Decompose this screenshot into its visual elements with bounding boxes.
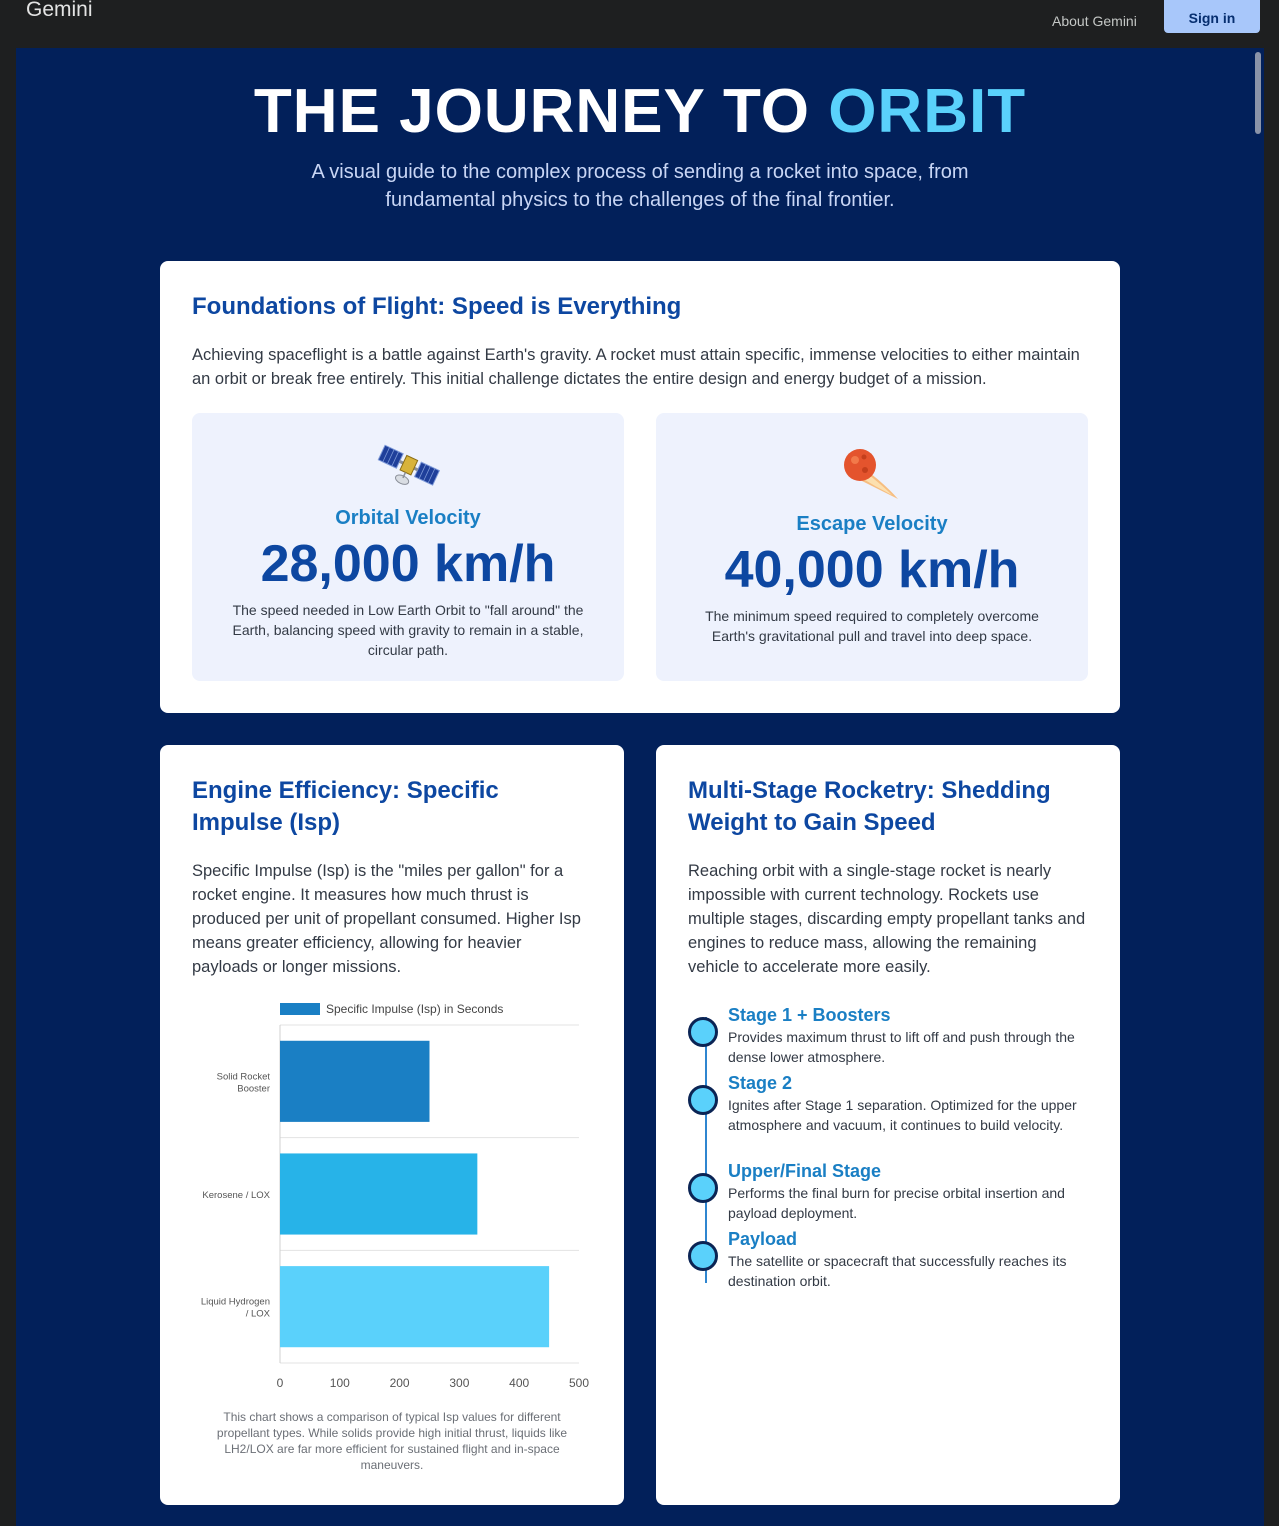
about-gemini-link[interactable]: About Gemini [1052, 13, 1137, 29]
chart-caption: This chart shows a comparison of typical Isp values for different propellant types. While solids provide high initial thrust, liquids like LH2/LOX are far more efficient for sustained flight and in-space maneuvers. [216, 1410, 568, 1472]
x-tick-label: 500 [568, 1376, 590, 1390]
timeline-dot [688, 1173, 718, 1203]
timeline-item [728, 1003, 1088, 1067]
legend-swatch [280, 1003, 320, 1015]
sign-in-button[interactable]: Sign in [1164, 0, 1260, 33]
foundations-card [160, 261, 1120, 713]
stage-desc: The satellite or spacecraft that successfully reaches its destination orbit. [728, 1253, 1067, 1289]
engine-body: Specific Impulse (Isp) is the "miles per gallon" for a rocket engine. It measures how much thrust is produced per unit of propellant consumed. Higher Isp means greater efficiency, allowing for heavier payloads or longer missions. [192, 862, 581, 976]
foundations-body: Achieving spaceflight is a battle against Earth's gravity. A rocket must attain specific, immense velocities to either maintain an orbit or break free entirely. This initial challenge dictates the entire design and energy budget of a mission. [192, 346, 1080, 388]
stage-desc: Provides maximum thrust to lift off and push through the dense lower atmosphere. [728, 1029, 1075, 1065]
multi-stage-card [656, 745, 1120, 1505]
comet-icon [840, 443, 904, 503]
gemini-logo[interactable]: Gemini [26, 0, 93, 21]
legend-label: Specific Impulse (Isp) in Seconds [326, 1002, 504, 1016]
stage-title: Payload [728, 1229, 798, 1249]
category-label: Booster [237, 1083, 270, 1095]
top-bar [0, 0, 1279, 48]
escape-velocity-desc: The minimum speed required to completely overcome Earth's gravitational pull and travel into deep space. [705, 608, 1039, 644]
satellite-icon [376, 439, 440, 495]
stage-title: Upper/Final Stage [728, 1161, 882, 1181]
category-label: Kerosene / LOX [202, 1190, 270, 1201]
timeline-item [728, 1159, 1088, 1223]
timeline-dot [688, 1085, 718, 1115]
stage-title: Stage 2 [728, 1073, 793, 1093]
escape-velocity-value: 40,000 km/h [724, 541, 1020, 599]
bar [280, 1266, 549, 1347]
engine-efficiency-card [160, 745, 624, 1505]
page-title [16, 76, 1264, 147]
orbital-velocity-desc: The speed needed in Low Earth Orbit to "fall around" the Earth, balancing speed with gravity to remain in a stable, circular path. [232, 602, 584, 658]
stages-body: Reaching orbit with a single-stage rocket is nearly impossible with current technology. Rockets use multiple stages, discarding empty propellant tanks and engines to reduce mass, allowing the remaining vehicle to accelerate more easily. [688, 862, 1086, 976]
content-frame [16, 48, 1264, 1526]
engine-title: Engine Efficiency: Specific Impulse (Isp) [192, 777, 499, 836]
category-label: Liquid Hydrogen [200, 1296, 270, 1308]
title-accent: ORBIT [828, 77, 1027, 146]
orbital-velocity-title: Orbital Velocity [335, 507, 481, 529]
category-label: / LOX [245, 1308, 270, 1320]
stage-title: Stage 1 + Boosters [728, 1005, 891, 1025]
page-subtitle: A visual guide to the complex process of sending a rocket into space, from fundamental physics to the challenges of the final frontier. [311, 161, 969, 211]
bar [280, 1041, 430, 1122]
category-label: Solid Rocket [216, 1071, 270, 1083]
x-tick-label: 100 [329, 1376, 350, 1390]
timeline-dot [688, 1241, 718, 1271]
timeline-item [728, 1227, 1088, 1291]
x-tick-label: 400 [509, 1376, 530, 1390]
orbital-velocity-value: 28,000 km/h [260, 535, 556, 593]
title-main: THE JOURNEY TO [253, 77, 810, 146]
x-tick-label: 300 [449, 1376, 470, 1390]
orbital-velocity-panel [192, 413, 624, 681]
escape-velocity-panel [656, 413, 1088, 681]
isp-bar-chart [160, 745, 624, 1405]
bar [280, 1153, 477, 1234]
stage-desc: Ignites after Stage 1 separation. Optimized for the upper atmosphere and vacuum, it continues to build velocity. [728, 1097, 1077, 1133]
stage-desc: Performs the final burn for precise orbital insertion and payload deployment. [728, 1185, 1065, 1221]
escape-velocity-title: Escape Velocity [796, 513, 948, 535]
foundations-title: Foundations of Flight: Speed is Everything [192, 293, 682, 320]
x-tick-label: 200 [389, 1376, 410, 1390]
timeline-item [728, 1071, 1088, 1135]
timeline-dot [688, 1017, 718, 1047]
stage-timeline [688, 1003, 1088, 1303]
stages-title: Multi-Stage Rocketry: Shedding Weight to Gain Speed [688, 777, 1051, 836]
x-tick-label: 0 [276, 1376, 284, 1390]
